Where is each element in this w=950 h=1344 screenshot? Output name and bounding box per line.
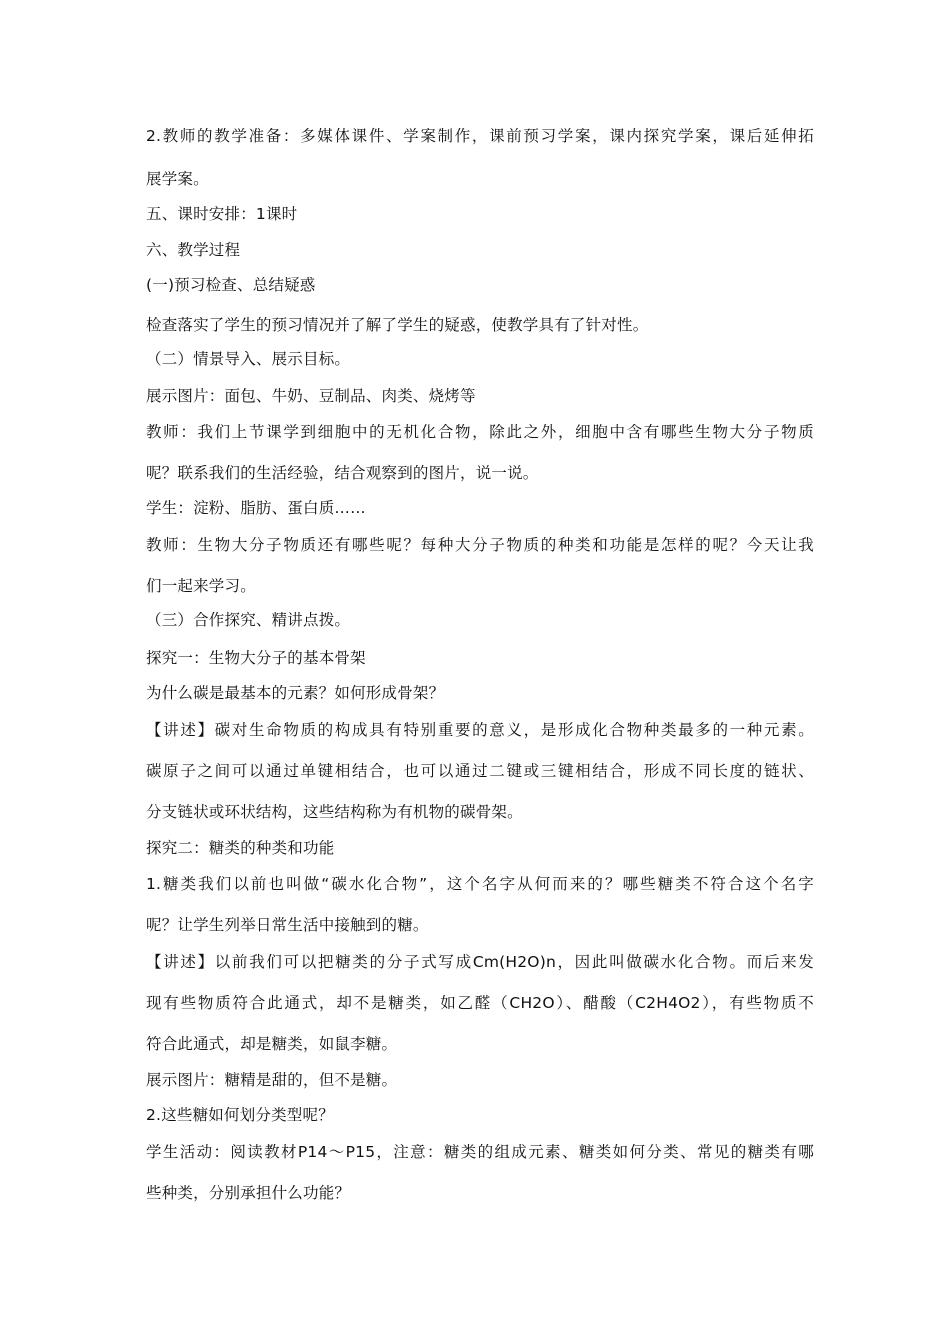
paragraph-line: 们一起来学习。 [146, 577, 256, 595]
subsection-heading: (一)预习检查、总结疑惑 [146, 276, 316, 294]
subsection-heading: （三）合作探究、精讲点拨。 [146, 611, 351, 629]
paragraph-line: 教师：生物大分子物质还有哪些呢？每种大分子物质的种类和功能是怎样的呢？今天让我 [146, 536, 814, 554]
paragraph-line: 2.这些糖如何划分类型呢？ [146, 1106, 334, 1124]
paragraph-line: 展示图片：糖精是甜的，但不是糖。 [146, 1071, 398, 1089]
paragraph-line: 符合此通式，却是糖类，如鼠李糖。 [146, 1035, 398, 1053]
paragraph-line: 展学案。 [146, 170, 209, 188]
paragraph-line: 碳原子之间可以通过单键相结合，也可以通过二键或三键相结合，形成不同长度的链状、 [146, 762, 814, 780]
paragraph-line: 些种类，分别承担什么功能？ [146, 1184, 351, 1202]
paragraph-line: 分支链状或环状结构，这些结构称为有机物的碳骨架。 [146, 803, 523, 821]
section-heading: 五、课时安排：1课时 [146, 205, 298, 223]
paragraph-line: 学生：淀粉、脂肪、蛋白质…… [146, 499, 366, 517]
paragraph-line: 教师：我们上节课学到细胞中的无机化合物，除此之外，细胞中含有哪些生物大分子物质 [146, 423, 814, 441]
paragraph-line: 呢？联系我们的生活经验，结合观察到的图片，说一说。 [146, 464, 539, 482]
paragraph-line: 现有些物质符合此通式，却不是糖类，如乙醛（CH2O）、醋酸（C2H4O2），有些物质不 [146, 994, 814, 1012]
paragraph-line: 探究二：糖类的种类和功能 [146, 839, 335, 857]
paragraph-line: 1.糖类我们以前也叫做“碳水化合物”，这个名字从何而来的？哪些糖类不符合这个名字 [146, 875, 814, 893]
paragraph-line: 学生活动：阅读教材P14～P15，注意：糖类的组成元素、糖类如何分类、常见的糖类有哪 [146, 1143, 814, 1161]
paragraph-line: 2.教师的教学准备：多媒体课件、学案制作，课前预习学案，课内探究学案，课后延伸拓 [146, 127, 814, 145]
paragraph-line: 检查落实了学生的预习情况并了解了学生的疑惑，使教学具有了针对性。 [146, 316, 649, 334]
section-heading: 六、教学过程 [146, 241, 241, 259]
paragraph-line: 探究一：生物大分子的基本骨架 [146, 649, 366, 667]
paragraph-line: 为什么碳是最基本的元素？如何形成骨架？ [146, 684, 445, 702]
paragraph-line: 【讲述】碳对生命物质的构成具有特别重要的意义，是形成化合物种类最多的一种元素。 [146, 721, 814, 739]
subsection-heading: （二）情景导入、展示目标。 [146, 350, 351, 368]
paragraph-line: 展示图片：面包、牛奶、豆制品、肉类、烧烤等 [146, 387, 476, 405]
paragraph-line: 呢？让学生列举日常生活中接触到的糖。 [146, 916, 429, 934]
paragraph-line: 【讲述】以前我们可以把糖类的分子式写成Cm(H2O)n，因此叫做碳水化合物。而后来发 [146, 953, 814, 971]
